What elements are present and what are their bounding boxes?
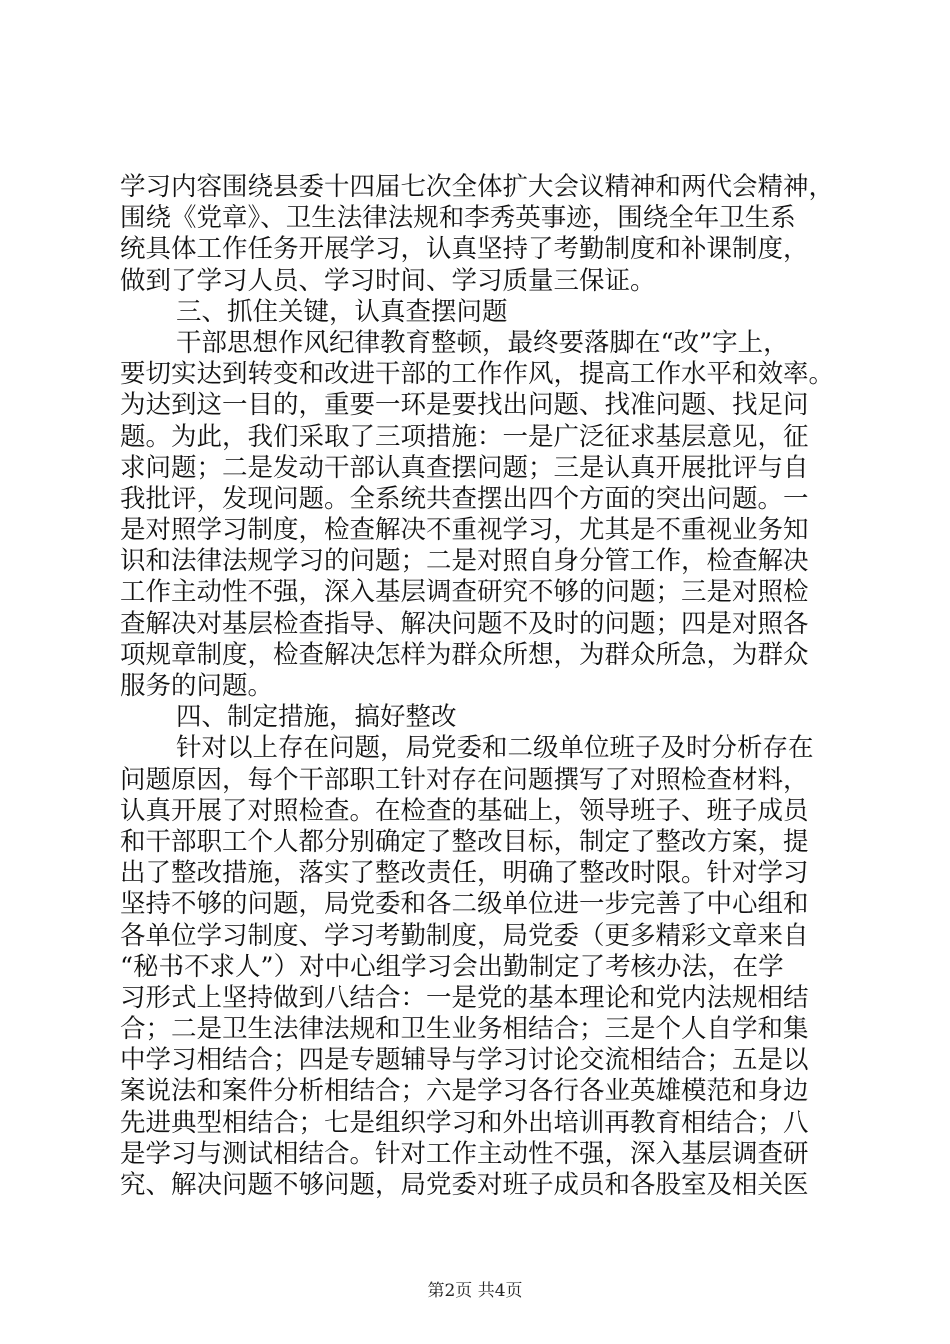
text-line: 识和法律法规学习的问题；二是对照自身分管工作，检查解决 (120, 546, 809, 577)
text-line: 工作主动性不强，深入基层调查研究不够的问题；三是对照检 (120, 577, 809, 608)
text-line: 各单位学习制度、学习考勤制度，局党委（更多精彩文章来自 (120, 920, 809, 951)
text-line: 服务的问题。 (120, 671, 274, 701)
text-line: 先进典型相结合；七是组织学习和外出培训再教育相结合；八 (120, 1107, 809, 1138)
text-line: 坚持不够的问题，局党委和各二级单位进一步完善了中心组和 (120, 889, 809, 920)
text-line: 习形式上坚持做到八结合：一是党的基本理论和党内法规相结 (120, 982, 809, 1013)
text-line: 合；二是卫生法律法规和卫生业务相结合；三是个人自学和集 (120, 1014, 809, 1045)
section-heading: 三、抓住关键，认真查摆问题 (176, 296, 508, 327)
text-line: 我批评，发现问题。全系统共查摆出四个方面的突出问题。一 (120, 483, 809, 514)
text-line: 查解决对基层检查指导、解决问题不及时的问题；四是对照各 (120, 608, 809, 639)
text-line: 求问题；二是发动干部认真查摆问题；三是认真开展批评与自 (120, 452, 809, 483)
text-line: 认真开展了对照检查。在检查的基础上，领导班子、班子成员 (120, 795, 809, 826)
text-line: 是对照学习制度，检查解决不重视学习，尤其是不重视业务知 (120, 515, 809, 546)
text-line: 做到了学习人员、学习时间、学习质量三保证。 (120, 265, 656, 296)
text-line: “秘书不求人”）对中心组学习会出勤制定了考核办法，在学 (120, 951, 784, 982)
text-line: 出了整改措施，落实了整改责任，明确了整改时限。针对学习 (120, 858, 809, 889)
text-line: 干部思想作风纪律教育整顿，最终要落脚在“改”字上， (176, 327, 789, 358)
text-line: 要切实达到转变和改进干部的工作作风，提高工作水平和效率。 (120, 359, 835, 390)
text-line: 中学习相结合；四是专题辅导与学习讨论交流相结合；五是以 (120, 1045, 809, 1076)
text-line: 是学习与测试相结合。针对工作主动性不强，深入基层调查研 (120, 1138, 809, 1169)
text-line: 学习内容围绕县委十四届七次全体扩大会议精神和两代会精神， (120, 172, 835, 202)
text-line: 和干部职工个人都分别确定了整改目标，制定了整改方案，提 (120, 826, 809, 857)
document-body (120, 172, 840, 1201)
text-line: 针对以上存在问题，局党委和二级单位班子及时分析存在 (176, 733, 814, 764)
text-line: 围绕《党章》、卫生法律法规和李秀英事迹，围绕全年卫生系 (120, 203, 796, 234)
text-line: 案说法和案件分析相结合；六是学习各行各业英雄模范和身边 (120, 1076, 809, 1107)
page-footer: 第2页 共4页 (427, 1281, 523, 1301)
text-line: 究、解决问题不够问题，局党委对班子成员和各股室及相关医 (120, 1170, 809, 1200)
text-line: 统具体工作任务开展学习，认真坚持了考勤制度和补课制度， (120, 234, 809, 265)
text-line: 项规章制度，检查解决怎样为群众所想，为群众所急，为群众 (120, 639, 809, 670)
text-line: 题。为此，我们采取了三项措施：一是广泛征求基层意见，征 (120, 421, 809, 452)
text-line: 问题原因，每个干部职工针对存在问题撰写了对照检查材料， (120, 764, 809, 795)
section-heading: 四、制定措施，搞好整改 (176, 702, 457, 733)
text-line: 为达到这一目的，重要一环是要找出问题、找准问题、找足问 (120, 390, 809, 421)
